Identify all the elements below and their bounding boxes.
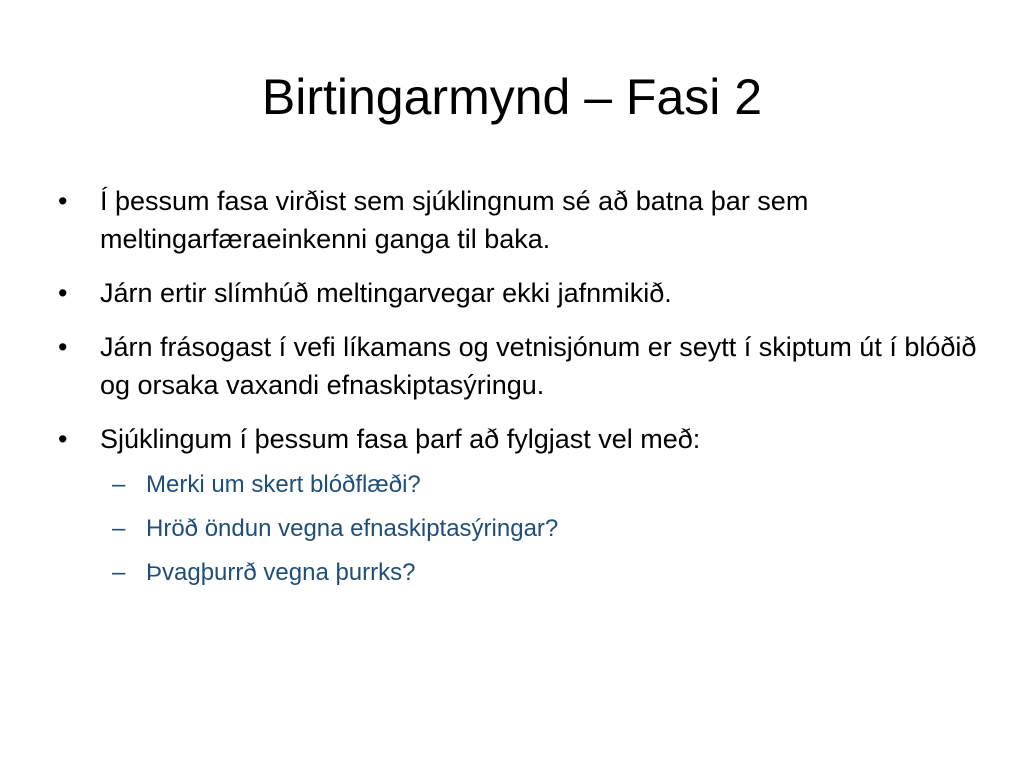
sub-bullet-list <box>58 468 978 589</box>
slide-body <box>58 182 978 600</box>
bullet-marker: • <box>58 332 68 362</box>
sub-bullet-marker: – <box>112 515 126 542</box>
bullet-text: Í þessum fasa virðist sem sjúklingnum sé að batna þar sem meltingarfæraeinkenni ganga til baka. <box>100 186 809 254</box>
sub-bullet-text: Hröð öndun vegna efnaskiptasýringar? <box>146 515 559 542</box>
bullet-item <box>58 274 978 312</box>
sub-bullet-text: Merki um skert blóðflæði? <box>146 471 421 498</box>
sub-bullet-item <box>58 468 978 501</box>
bullet-item <box>58 328 978 404</box>
bullet-item <box>58 182 978 258</box>
sub-bullet-item <box>58 512 978 545</box>
slide-title: Birtingarmynd – Fasi 2 <box>261 69 763 125</box>
sub-bullet-marker: – <box>112 471 126 498</box>
bullet-marker: • <box>58 186 68 216</box>
bullet-text: Sjúklingum í þessum fasa þarf að fylgjast vel með: <box>100 424 701 454</box>
sub-bullet-item <box>58 556 978 589</box>
bullet-marker: • <box>58 278 68 308</box>
sub-bullet-text: Þvagþurrð vegna þurrks? <box>146 559 416 586</box>
sub-bullet-marker: – <box>112 559 126 586</box>
bullet-text: Járn frásogast í vefi líkamans og vetnisjónum er seytt í skiptum út í blóðið og orsaka vaxandi efnaskiptasýringu. <box>100 332 977 400</box>
bullet-text: Járn ertir slímhúð meltingarvegar ekki jafnmikið. <box>100 278 672 308</box>
bullet-item <box>58 420 978 458</box>
bullet-marker: • <box>58 424 68 454</box>
